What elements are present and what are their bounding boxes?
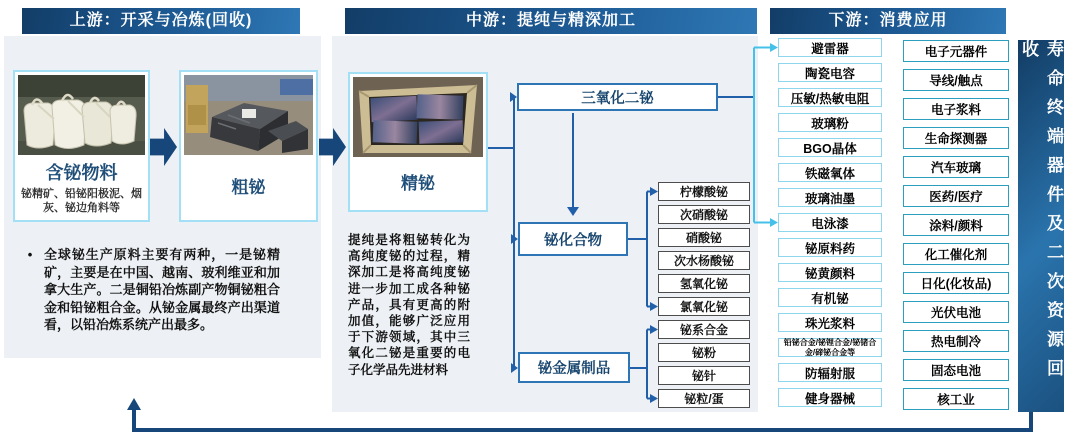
downstream-applications-col2: [903, 40, 1009, 410]
application-box: 避雷器: [778, 38, 882, 57]
compound-product-box: 硝酸铋: [658, 228, 750, 247]
application-box: 电子浆料: [903, 98, 1009, 120]
bismuth-oxide-box: 三氧化二铋: [517, 83, 718, 111]
recycle-bar: [1018, 40, 1064, 412]
materials-subtitle: 铋精矿、铅铋阳极泥、烟灰、铋边角料等: [21, 188, 142, 214]
application-box: 有机铋: [778, 288, 882, 307]
application-box: 陶瓷电容: [778, 63, 882, 82]
materials-card: [13, 70, 150, 222]
application-box: 汽车玻璃: [903, 156, 1009, 178]
upstream-header: 上游：开采与冶炼(回收): [22, 8, 300, 34]
application-box: 光伏电池: [903, 301, 1009, 323]
application-box: 玻璃油墨: [778, 188, 882, 207]
compound-product-box: 氯氧化铋: [658, 297, 750, 316]
midstream-note-text: 提纯是将粗铋转化为高纯度铋的过程，精深加工是将高纯度铋进一步加工成各种铋产品，具有更高的附加值，能够广泛应用于下游领域，其中: [348, 233, 470, 345]
application-box: 导线/触点: [903, 69, 1009, 91]
application-box: BGO晶体: [778, 138, 882, 157]
refined-bismuth-photo: [353, 77, 483, 157]
downstream-header: 下游：消费应用: [770, 8, 1006, 34]
midstream-note: [348, 232, 470, 378]
crude-title: 粗铋: [231, 178, 266, 197]
metal-product-box: 铋粒/蛋: [658, 389, 750, 408]
application-box: 玻璃粉: [778, 113, 882, 132]
bismuth-compounds-box: 铋化合物: [518, 222, 628, 256]
bullet-marker: •: [27, 247, 33, 262]
metal-product-box: 铋粉: [658, 343, 750, 362]
application-box: 固态电池: [903, 359, 1009, 381]
midstream-header: 中游：提纯与精深加工: [345, 8, 757, 34]
metal-products-list: [658, 320, 750, 408]
compound-product-box: 氢氧化铋: [658, 274, 750, 293]
application-box: 日化(化妆品): [903, 272, 1009, 294]
application-box: 铅铋合金/铋锂合金/铋锗合金/碲铋合金等: [778, 338, 882, 357]
metal-product-box: 铋针: [658, 366, 750, 385]
bismuth-metal-products-box: 铋金属制品: [518, 352, 630, 383]
compound-product-box: 次硝酸铋: [658, 205, 750, 224]
application-box: 化工催化剂: [903, 243, 1009, 265]
compound-products-list: [658, 182, 750, 316]
application-box: 生命探测器: [903, 127, 1009, 149]
application-box: 医药/医疗: [903, 185, 1009, 207]
upstream-note: [16, 246, 312, 334]
application-box: 热电制冷: [903, 330, 1009, 352]
application-box: 铋黄颜料: [778, 263, 882, 282]
application-box: 电泳漆: [778, 213, 882, 232]
compound-product-box: 柠檬酸铋: [658, 182, 750, 201]
application-box: 核工业: [903, 388, 1009, 410]
bismuth-materials-photo: [18, 75, 145, 155]
compound-product-box: 次水杨酸铋: [658, 251, 750, 270]
application-box: 防辐射服: [778, 363, 882, 382]
materials-title: 含铋物料: [45, 163, 118, 183]
crude-bismuth-photo: [184, 75, 313, 155]
application-box: 铁磁氧体: [778, 163, 882, 182]
application-box: 涂料/颜料: [903, 214, 1009, 236]
application-box: 健身器械: [778, 388, 882, 407]
application-box: 压敏/热敏电阻: [778, 88, 882, 107]
application-box: 铋原料药: [778, 238, 882, 257]
recycle-bar-label: 寿命终端器件及二次资源回收: [1019, 40, 1063, 388]
refined-bismuth-card: [348, 72, 488, 212]
metal-product-box: 铋系合金: [658, 320, 750, 339]
application-box: 电子元器件: [903, 40, 1009, 62]
midstream-note-bold: 三氧化二铋是重要的电子化学品先进材料: [348, 330, 470, 377]
application-box: 珠光浆料: [778, 313, 882, 332]
refined-title: 精铋: [401, 174, 435, 193]
crude-bismuth-card: [179, 70, 318, 222]
downstream-applications-col1: [778, 38, 882, 407]
upstream-note-text: 全球铋生产原料主要有两种，一是铋精矿，主要是在中国、越南、玻利维亚和加拿大生产。二是铜铅冶炼副产物铜铋粗合金和铅铋粗合金。从铋金属最终产出渠道看，以铅冶炼系统产出最多。: [44, 247, 280, 332]
